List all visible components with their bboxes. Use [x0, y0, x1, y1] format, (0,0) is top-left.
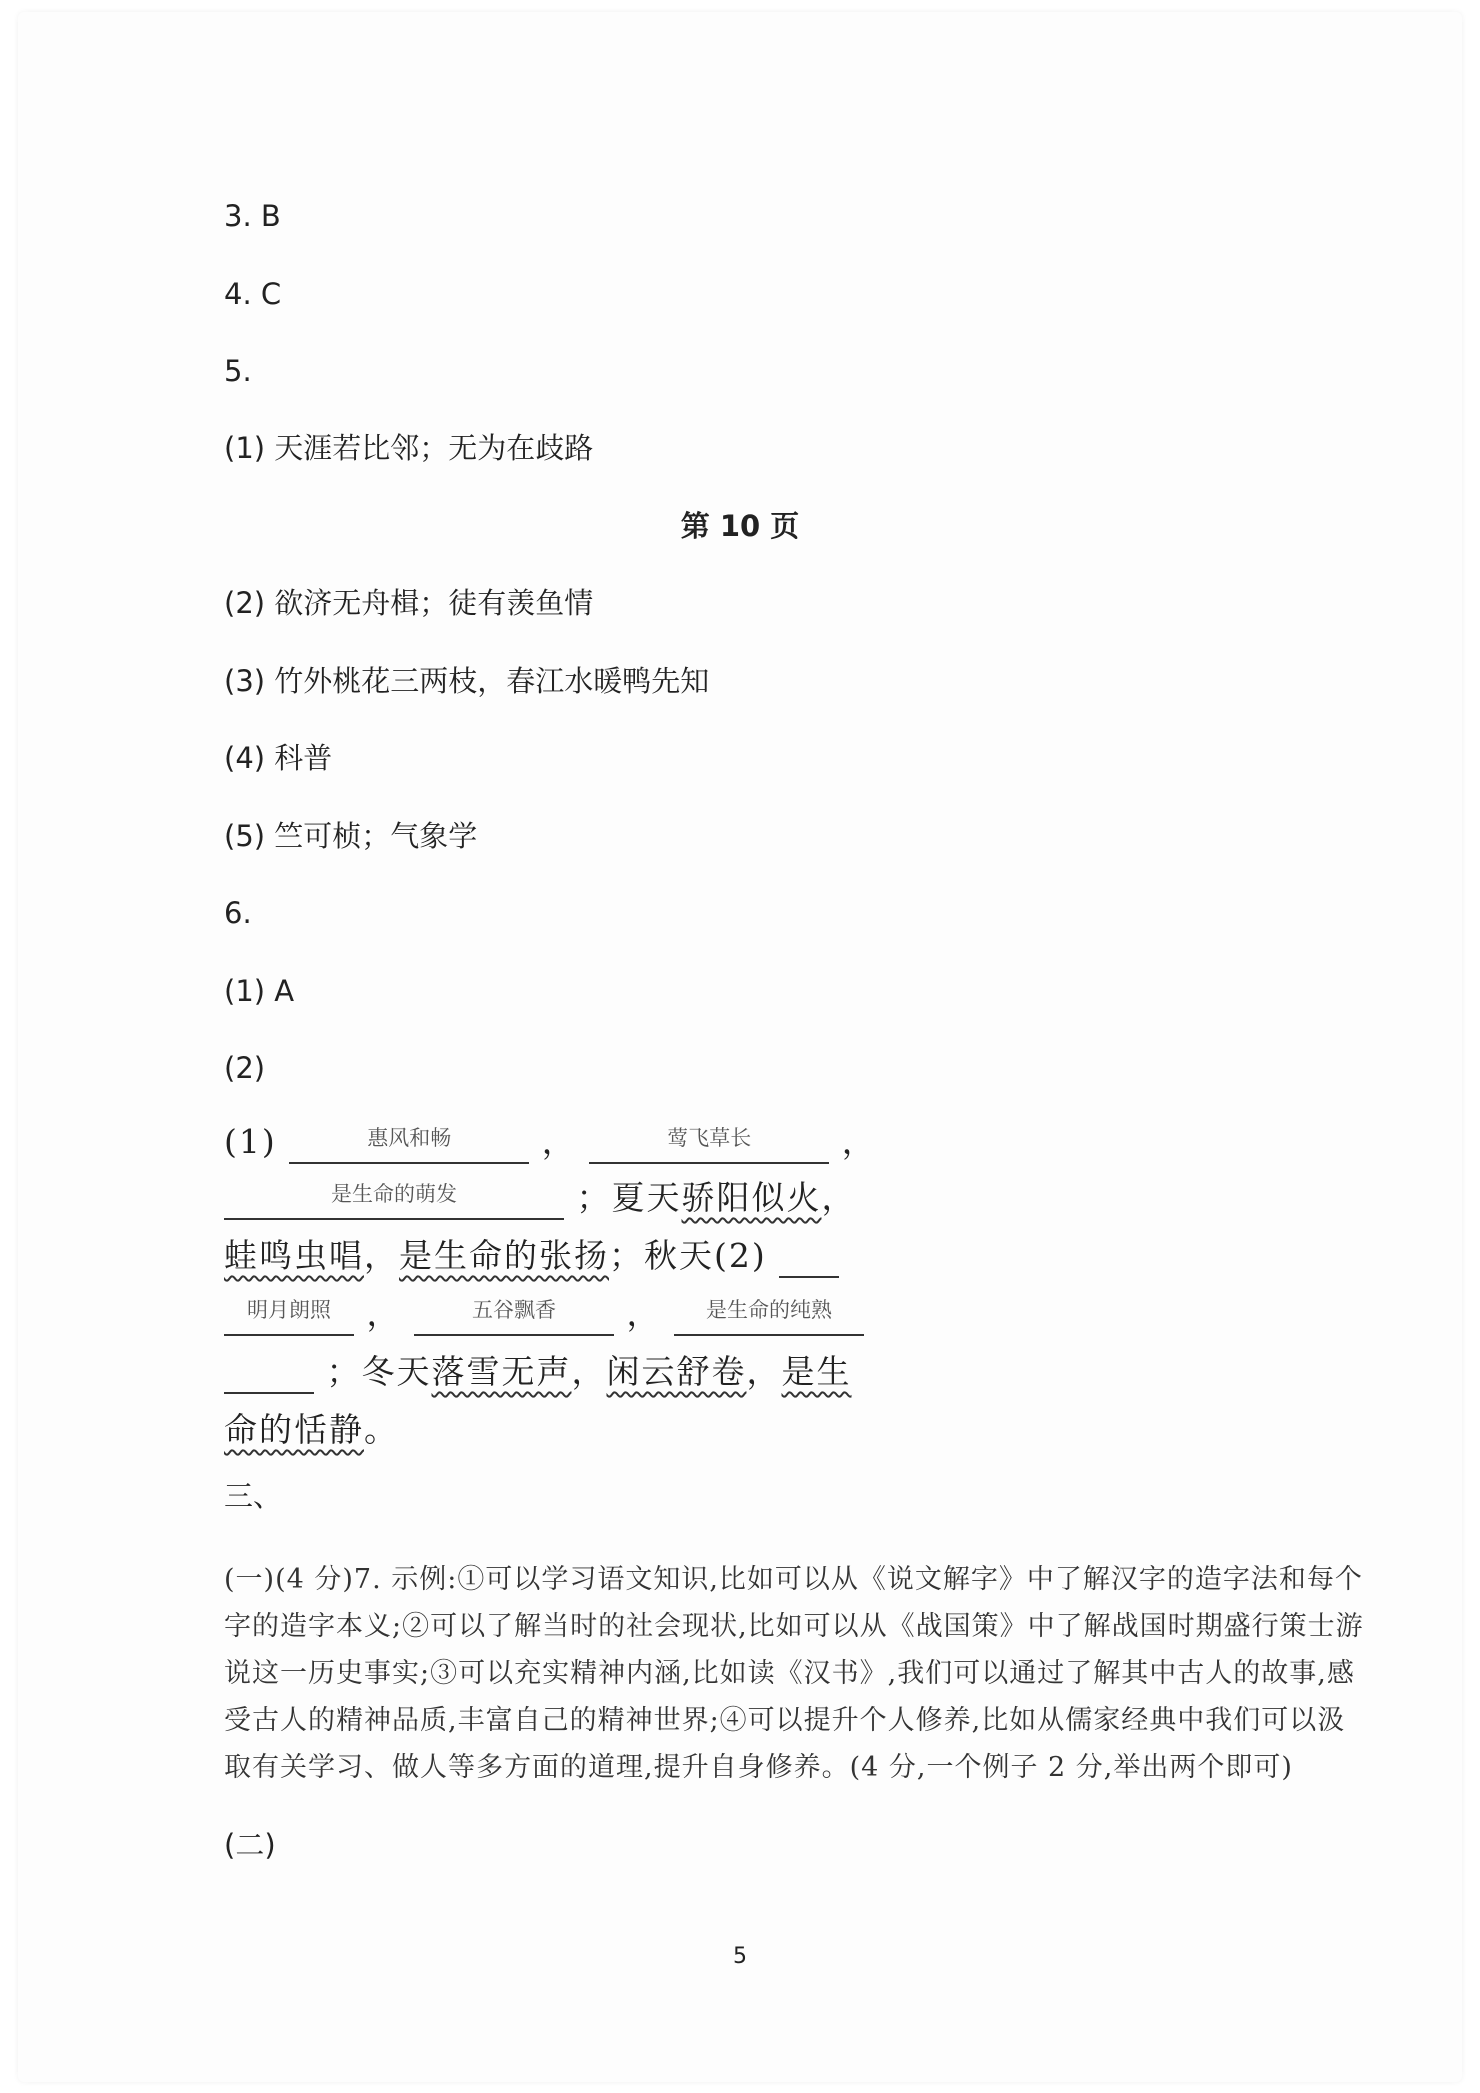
- fill-answer: 惠风和畅: [367, 1126, 452, 1150]
- comma: ，: [746, 1352, 782, 1391]
- fill-line-1: [224, 1120, 877, 1164]
- answer-q5-4: (4) 科普: [224, 741, 333, 775]
- fill-line-5: [224, 1350, 852, 1394]
- fill-line-2: [224, 1176, 857, 1220]
- winter-phrase: 落雪无声: [431, 1352, 572, 1391]
- fill-answer: 莺飞草长: [667, 1126, 752, 1150]
- answer-q6-1: (1) A: [224, 974, 295, 1008]
- page-heading: 第 10 页: [680, 509, 800, 543]
- para-line: 字的造字本义;②可以了解当时的社会现状,比如可以从《战国策》中了解战国时期盛行策士游: [224, 1611, 1364, 1642]
- summer-phrase-3: 是生命的张扬: [399, 1236, 609, 1275]
- answer-q5-5: (5) 竺可桢；气象学: [224, 819, 478, 853]
- fill-answer: 是生命的纯熟: [706, 1298, 832, 1322]
- section-three-label: 三、: [224, 1479, 283, 1513]
- section-three-sub2: (二): [224, 1828, 276, 1862]
- fill-blank: [289, 1122, 529, 1164]
- answer-q5: 5.: [224, 354, 252, 388]
- fill-blank: [414, 1294, 614, 1336]
- answer-q6: 6.: [224, 896, 252, 930]
- answer-q5-3: (3) 竹外桃花三两枝，春江水暖鸭先知: [224, 664, 710, 698]
- comma: ，: [626, 1294, 662, 1333]
- winter-text: ；冬天: [326, 1352, 432, 1391]
- fill-blank: [224, 1294, 354, 1336]
- fill-blank: [779, 1236, 839, 1278]
- answer-q6-2: (2): [224, 1051, 266, 1085]
- fill-blank: [224, 1178, 564, 1220]
- fill-blank: [674, 1294, 864, 1336]
- section-three-paragraph: [224, 1556, 1424, 1791]
- winter-phrase-2: 闲云舒卷: [606, 1352, 747, 1391]
- autumn-text: ；秋天(2): [609, 1236, 767, 1275]
- comma: ，: [366, 1294, 402, 1333]
- answer-q5-1: (1) 天涯若比邻；无为在歧路: [224, 431, 594, 465]
- comma: ，: [841, 1122, 877, 1161]
- fill-blank: [589, 1122, 829, 1164]
- winter-phrase-3a: 是生: [781, 1352, 852, 1391]
- fill-answer: 五谷飘香: [472, 1298, 556, 1322]
- comma: ，: [821, 1178, 857, 1217]
- answer-q3: 3. B: [224, 199, 281, 233]
- fill-answer: 是生命的萌发: [331, 1182, 457, 1206]
- para-line: 说这一历史事实;③可以充实精神内涵,比如读《汉书》,我们可以通过了解其中古人的故事,感: [224, 1658, 1355, 1689]
- summer-phrase: 骄阳似火: [681, 1178, 822, 1217]
- summer-text: ；夏天: [576, 1178, 682, 1217]
- fill-line-4: [224, 1292, 864, 1336]
- page-number: 5: [733, 1944, 747, 1969]
- comma: ，: [364, 1236, 399, 1275]
- fill-blank: [224, 1352, 314, 1394]
- para-line: (一)(4 分)7. 示例:①可以学习语文知识,比如可以从《说文解字》中了解汉字的造字法和每个: [224, 1564, 1363, 1595]
- fill-line-3: [224, 1234, 839, 1278]
- comma: ，: [571, 1352, 607, 1391]
- winter-phrase-3b: 命的恬静: [224, 1410, 364, 1449]
- fill-prefix: (1): [224, 1122, 277, 1161]
- period: 。: [364, 1410, 399, 1449]
- comma: ，: [541, 1122, 577, 1161]
- para-line: 取有关学习、做人等多方面的道理,提升自身修养。(4 分,一个例子 2 分,举出两个即可): [224, 1752, 1293, 1783]
- summer-phrase-2: 蛙鸣虫唱: [224, 1236, 364, 1275]
- fill-line-6: [224, 1408, 399, 1452]
- fill-answer: 明月朗照: [247, 1298, 331, 1322]
- para-line: 受古人的精神品质,丰富自己的精神世界;④可以提升个人修养,比如从儒家经典中我们可以汲: [224, 1705, 1346, 1736]
- answer-q5-2: (2) 欲济无舟楫；徒有羡鱼情: [224, 586, 594, 620]
- answer-q4: 4. C: [224, 277, 282, 311]
